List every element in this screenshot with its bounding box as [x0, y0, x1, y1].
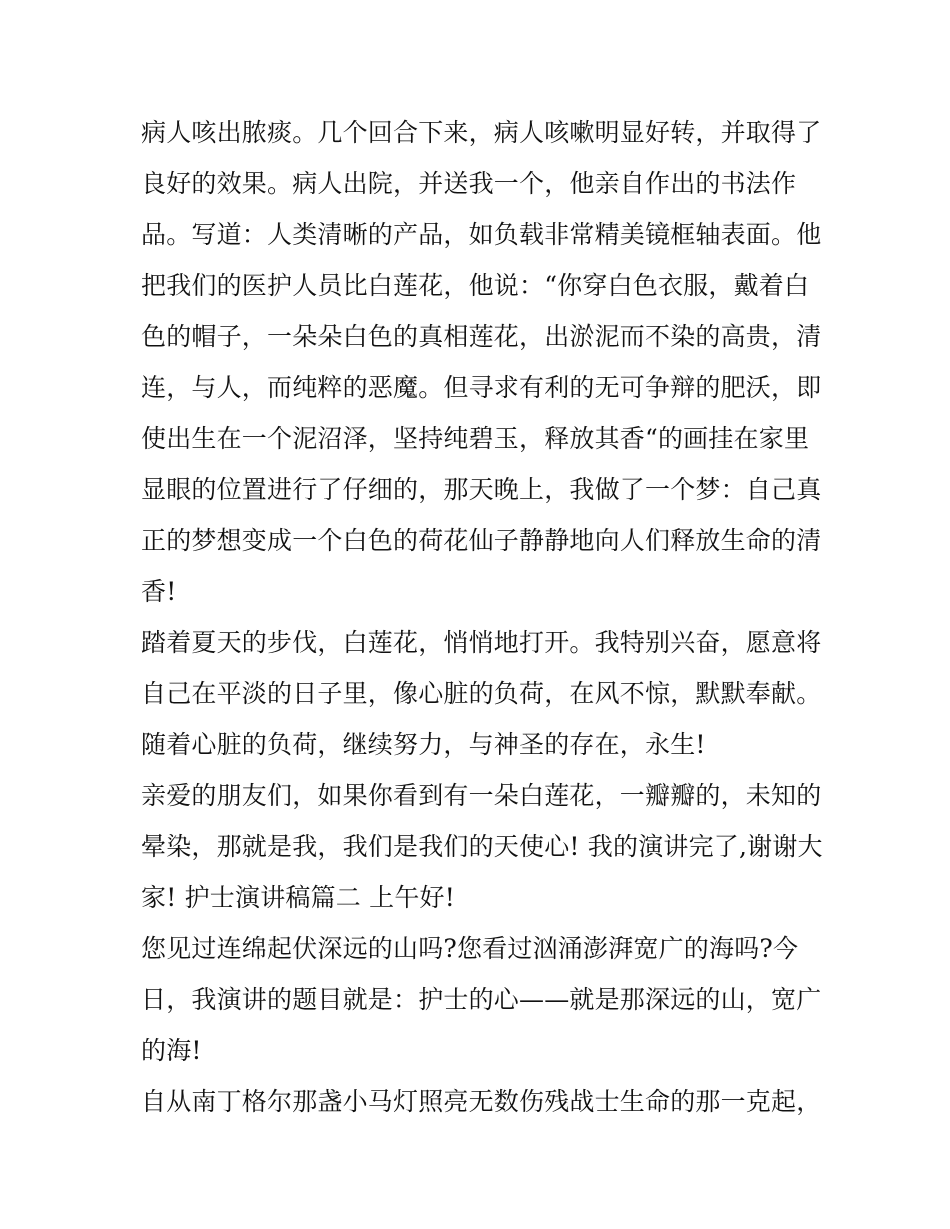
text-line: 亲爱的朋友们，如果你看到有一朵白莲花，一瓣瓣的，未知的 [141, 781, 822, 810]
text-line: 病人咳出脓痰。几个回合下来，病人咳嗽明显好转，并取得了 [141, 118, 822, 147]
text-line: 把我们的医护人员比白莲花，他说：“你穿白色衣服，戴着白 [141, 271, 810, 300]
text-line: 晕染，那就是我，我们是我们的天使心! 我的演讲完了,谢谢大 [141, 832, 823, 861]
text-line: 色的帽子，一朵朵白色的真相莲花，出淤泥而不染的高贵，清 [141, 322, 822, 351]
text-line: 连，与人，而纯粹的恶魔。但寻求有利的无可争辩的肥沃，即 [141, 373, 822, 402]
text-line: 香! [141, 577, 177, 606]
text-line: 自从南丁格尔那盏小马灯照亮无数伤残战士生命的那一克起， [141, 1087, 822, 1116]
text-line: 正的梦想变成一个白色的荷花仙子静静地向人们释放生命的清 [141, 526, 822, 555]
text-line: 自己在平淡的日子里，像心脏的负荷，在风不惊，默默奉献。 [141, 679, 822, 708]
text-line: 良好的效果。病人出院，并送我一个，他亲自作出的书法作 [141, 169, 797, 198]
text-line: 日，我演讲的题目就是：护士的心——就是那深远的山，宽广 [141, 985, 822, 1014]
text-line: 品。写道：人类清晰的产品，如负载非常精美镜框轴表面。他 [141, 220, 822, 249]
text-line: 显眼的位置进行了仔细的，那天晚上，我做了一个梦：自己真 [141, 475, 822, 504]
document-body [141, 107, 821, 1127]
text-line: 家! 护士演讲稿篇二 上午好! [141, 883, 455, 912]
text-line: 的海! [141, 1036, 202, 1065]
text-line: 使出生在一个泥沼泽，坚持纯碧玉，释放其香“的画挂在家里 [141, 424, 810, 453]
text-line: 随着心脏的负荷，继续努力，与神圣的存在，永生! [141, 730, 706, 759]
text-line: 踏着夏天的步伐，白莲花，悄悄地打开。我特别兴奋，愿意将 [141, 628, 822, 657]
text-line: 您见过连绵起伏深远的山吗?您看过汹涌澎湃宽广的海吗?今 [141, 934, 799, 963]
